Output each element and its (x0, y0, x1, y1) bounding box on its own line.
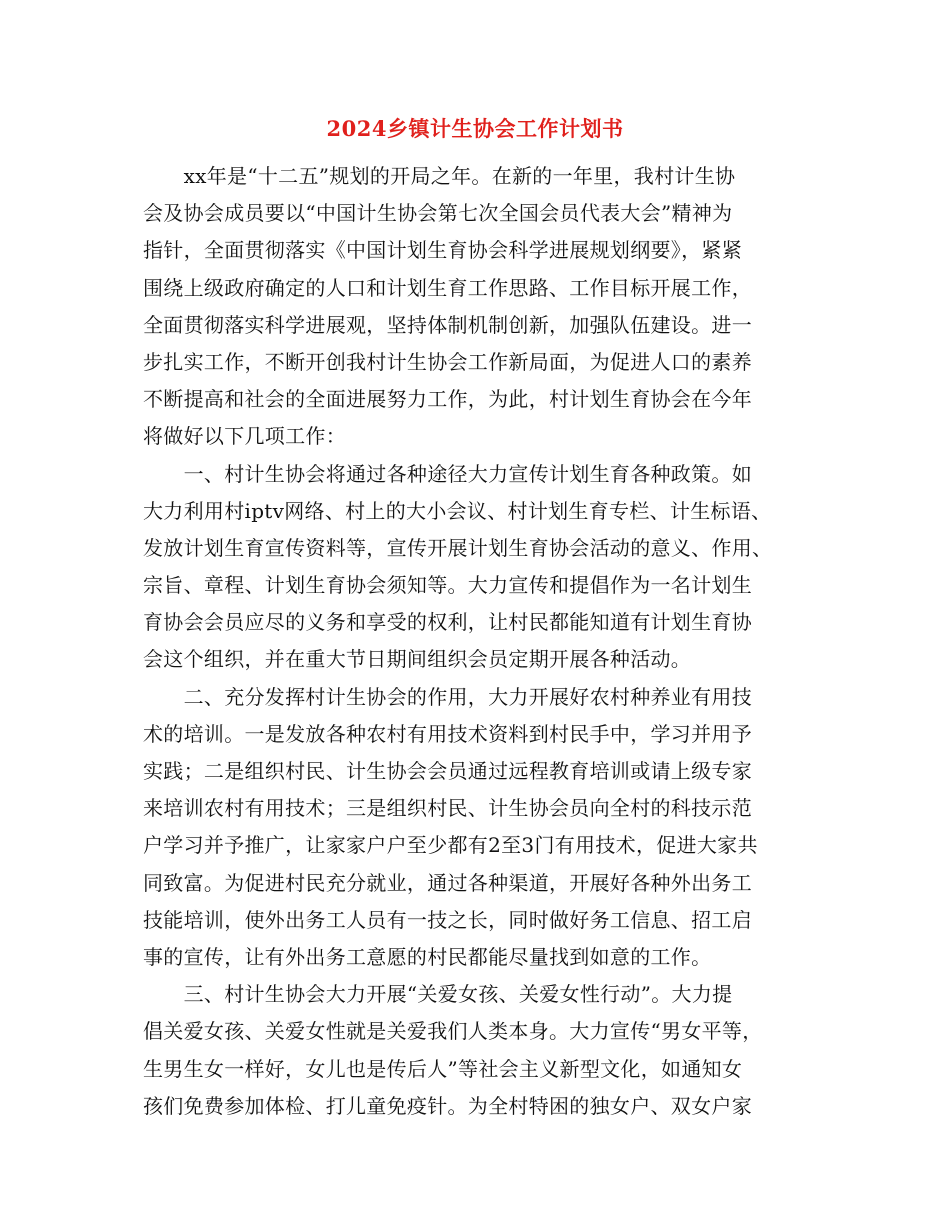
text-line: 倡关爱女孩、关爱女性就是关爱我们人类本身。大力宣传“男女平等， (143, 1019, 763, 1044)
text-line: 生男生女一样好，女儿也是传后人”等社会主义新型文化，如通知女 (143, 1056, 743, 1081)
document-title: 2024乡镇计生协会工作计划书 (326, 116, 624, 141)
text-line: 指针，全面贯彻落实《中国计划生育协会科学进展规划纲要》，紧紧 (143, 238, 742, 263)
text-line: 户学习并予推广，让家家户户至少都有2至3门有用技术，促进大家共 (143, 833, 758, 858)
text-line: 术的培训。一是发放各种农村有用技术资料到村民手中，学习并用予 (143, 721, 752, 746)
text-line: 步扎实工作，不断开创我村计生协会工作新局面，为促进人口的素养 (143, 349, 752, 374)
text-line: 实践；二是组织村民、计生协会会员通过远程教育培训或请上级专家 (143, 759, 752, 783)
text-line: 来培训农村有用技术；三是组织村民、计生协会员向全村的科技示范 (143, 796, 752, 821)
text-line: 发放计划生育宣传资料等，宣传开展计划生育协会活动的意义、作用、 (143, 535, 773, 560)
text-line: 三、村计生协会大力开展“关爱女孩、关爱女性行动”。大力提 (143, 982, 733, 1007)
document-body (143, 158, 823, 1125)
text-line: 二、充分发挥村计生协会的作用，大力开展好农村种养业有用技 (143, 684, 752, 709)
text-line: 将做好以下几项工作： (143, 424, 346, 449)
text-line: xx年是“十二五”规划的开局之年。在新的一年里，我村计生协 (143, 164, 736, 188)
text-line: 全面贯彻落实科学进展观，坚持体制机制创新，加强队伍建设。进一 (143, 312, 752, 337)
text-line: 围绕上级政府确定的人口和计划生育工作思路、工作目标开展工作， (143, 275, 752, 300)
text-line: 技能培训，使外出务工人员有一技之长，同时做好务工信息、招工启 (143, 907, 752, 932)
text-line: 会这个组织，并在重大节日期间组织会员定期开展各种活动。 (143, 647, 692, 672)
text-line: 育协会会员应尽的义务和享受的权利，让村民都能知道有计划生育协 (143, 610, 752, 635)
text-line: 会及协会成员要以“中国计生协会第七次全国会员代表大会”精神为 (143, 201, 733, 226)
text-line: 不断提高和社会的全面进展努力工作，为此，村计划生育协会在今年 (143, 387, 752, 412)
text-line: 事的宣传，让有外出务工意愿的村民都能尽量找到如意的工作。 (143, 944, 712, 969)
text-line: 孩们免费参加体检、打儿童免疫针。为全村特困的独女户、双女户家 (143, 1093, 752, 1118)
text-line: 宗旨、章程、计划生育协会须知等。大力宣传和提倡作为一名计划生 (143, 573, 752, 598)
text-line: 一、村计生协会将通过各种途径大力宣传计划生育各种政策。如 (143, 461, 752, 486)
text-line: 同致富。为促进村民充分就业，通过各种渠道，开展好各种外出务工 (143, 870, 752, 895)
text-line: 大力利用村iptv网络、村上的大小会议、村计划生育专栏、计生标语、 (143, 498, 772, 523)
